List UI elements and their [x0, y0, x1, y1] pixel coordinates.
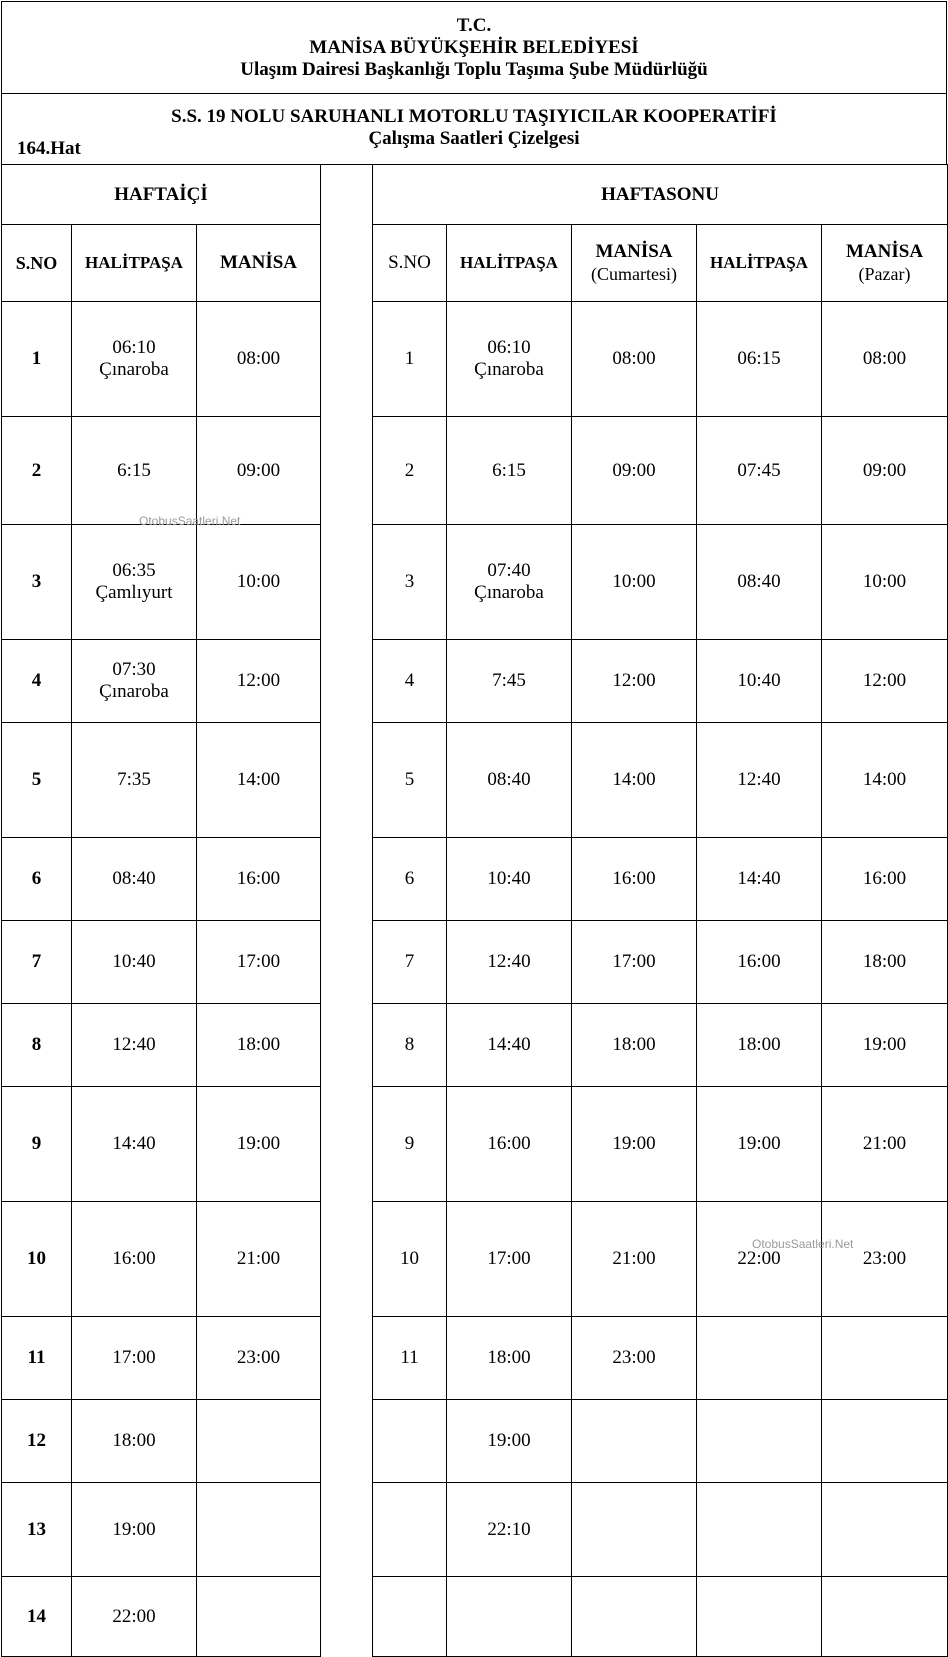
weekend-halitpasa-sat-time: 08:40: [487, 769, 531, 790]
weekend-halitpasa-sat: [447, 1317, 572, 1400]
weekend-sno: [373, 1400, 447, 1483]
table-row: [373, 302, 948, 417]
weekend-halitpasa-sat-time: 12:40: [487, 951, 531, 972]
table-row: [373, 640, 948, 723]
weekday-manisa: [197, 1577, 321, 1657]
weekend-halitpasa-sat: [447, 1483, 572, 1577]
weekend-sno: 11: [373, 1317, 447, 1400]
weekday-halitpasa-time: 08:40: [112, 868, 156, 889]
weekday-halitpasa: [72, 640, 197, 723]
weekend-halitpasa-sun: [697, 1317, 822, 1400]
weekend-manisa-sun: [822, 1577, 948, 1657]
weekday-manisa: 19:00: [197, 1087, 321, 1202]
weekend-manisa-sat: 14:00: [572, 723, 697, 838]
weekend-sno: 4: [373, 640, 447, 723]
weekend-col-manisa-sun-label: MANİSA: [846, 241, 924, 262]
weekend-manisa-sat: 09:00: [572, 417, 697, 525]
weekend-col-manisa-sat: [572, 225, 697, 302]
weekend-halitpasa-sun: 07:45: [697, 417, 822, 525]
weekday-halitpasa-time: 14:40: [112, 1133, 156, 1154]
weekend-manisa-sun: 18:00: [822, 921, 948, 1004]
weekend-halitpasa-sat: [447, 723, 572, 838]
table-row: [373, 1202, 948, 1317]
weekend-manisa-sun: 14:00: [822, 723, 948, 838]
table-row: [373, 838, 948, 921]
weekday-halitpasa-time: 7:35: [117, 769, 151, 790]
weekend-halitpasa-sun: 12:40: [697, 723, 822, 838]
weekday-halitpasa-stop: Çamlıyurt: [95, 582, 173, 603]
weekend-manisa-sat: 16:00: [572, 838, 697, 921]
weekday-col-sno: S.NO: [2, 225, 72, 302]
weekday-sno: 11: [2, 1317, 72, 1400]
weekend-manisa-sun: 10:00: [822, 525, 948, 640]
weekend-halitpasa-sat: [447, 1004, 572, 1087]
table-row: [2, 1400, 321, 1483]
weekday-halitpasa-time: 19:00: [112, 1518, 156, 1540]
table-row: [373, 723, 948, 838]
table-row: [2, 1483, 321, 1577]
table-row: [373, 1400, 948, 1483]
weekday-sno: 2: [2, 417, 72, 525]
weekday-halitpasa: [72, 1202, 197, 1317]
weekend-halitpasa-sun: [697, 1483, 822, 1577]
table-row: [373, 1004, 948, 1087]
weekday-manisa: [197, 1400, 321, 1483]
weekday-manisa: 14:00: [197, 723, 321, 838]
weekday-manisa: 21:00: [197, 1202, 321, 1317]
weekday-manisa: 12:00: [197, 640, 321, 723]
weekend-col-halitpasa-sat: HALİTPAŞA: [447, 225, 572, 302]
table-row: [2, 640, 321, 723]
weekend-sno: 7: [373, 921, 447, 1004]
weekend-halitpasa-sat: [447, 1577, 572, 1657]
weekend-halitpasa-sun: 14:40: [697, 838, 822, 921]
weekday-halitpasa: [72, 302, 197, 417]
weekend-manisa-sun: [822, 1483, 948, 1577]
weekday-sno: 4: [2, 640, 72, 723]
weekend-manisa-sat: 10:00: [572, 525, 697, 640]
weekday-halitpasa: [72, 1317, 197, 1400]
weekday-sno: 1: [2, 302, 72, 417]
weekend-manisa-sun: 21:00: [822, 1087, 948, 1202]
weekday-halitpasa-time: 22:00: [112, 1605, 156, 1627]
table-row: [2, 1004, 321, 1087]
weekend-halitpasa-sat-time: 14:40: [487, 1034, 531, 1055]
table-row: [373, 1317, 948, 1400]
weekend-halitpasa-sat: [447, 417, 572, 525]
table-row: [2, 302, 321, 417]
weekday-halitpasa: [72, 417, 197, 525]
weekend-halitpasa-sat-time: 16:00: [487, 1133, 531, 1154]
weekday-halitpasa-time: 06:35: [112, 560, 156, 581]
table-row: [2, 1317, 321, 1400]
weekday-halitpasa-stop: Çınaroba: [99, 359, 169, 380]
weekend-halitpasa-sat-time: 18:00: [487, 1347, 531, 1368]
weekend-halitpasa-sat-time: 19:00: [487, 1430, 531, 1451]
weekday-sno: 8: [2, 1004, 72, 1087]
cooperative-name: S.S. 19 NOLU SARUHANLI MOTORLU TAŞIYICILAR KOOPERATİFİ: [171, 106, 777, 127]
weekend-sno: 3: [373, 525, 447, 640]
table-row: [373, 1483, 948, 1577]
weekday-halitpasa: [72, 921, 197, 1004]
table-row: [2, 1087, 321, 1202]
weekend-halitpasa-sat: [447, 838, 572, 921]
weekday-halitpasa-time: 16:00: [112, 1248, 156, 1269]
weekend-manisa-sun: 23:00: [822, 1202, 948, 1317]
table-row: [2, 723, 321, 838]
weekday-sno: 9: [2, 1087, 72, 1202]
weekday-halitpasa: [72, 525, 197, 640]
weekend-manisa-sun: 09:00: [822, 417, 948, 525]
watermark-left: OtobusSaatleri.Net: [139, 514, 241, 528]
weekday-halitpasa: [72, 1577, 197, 1657]
weekday-col-manisa: MANİSA: [197, 225, 321, 302]
weekend-col-manisa-sat-label: MANİSA: [595, 241, 673, 262]
weekend-halitpasa-sat-time: 7:45: [492, 670, 526, 691]
weekday-title: HAFTAİÇİ: [2, 165, 321, 225]
weekday-halitpasa-time: 17:00: [112, 1347, 156, 1368]
weekday-halitpasa-time: 10:40: [112, 951, 156, 972]
table-row: [2, 1577, 321, 1657]
weekday-sno: 5: [2, 723, 72, 838]
table-row: [2, 417, 321, 525]
watermark-right: OtobusSaatleri.Net: [752, 1237, 854, 1251]
weekday-manisa: 23:00: [197, 1317, 321, 1400]
weekend-halitpasa-sat-time: 6:15: [492, 459, 526, 481]
weekend-halitpasa-sun: [697, 1400, 822, 1483]
weekend-halitpasa-sat: [447, 1202, 572, 1317]
table-row: [373, 921, 948, 1004]
weekday-halitpasa: [72, 838, 197, 921]
weekend-manisa-sat: 12:00: [572, 640, 697, 723]
weekend-halitpasa-sat-time: 10:40: [487, 868, 531, 889]
weekday-manisa: 09:00: [197, 417, 321, 525]
weekend-sno: [373, 1483, 447, 1577]
weekend-sno: [373, 1577, 447, 1657]
header-cooperative-box: [1, 93, 947, 165]
weekday-manisa: 10:00: [197, 525, 321, 640]
weekend-halitpasa-sun: 06:15: [697, 302, 822, 417]
weekday-halitpasa-time: 18:00: [112, 1430, 156, 1451]
weekend-schedule-table: [372, 164, 948, 1657]
weekend-manisa-sat: 23:00: [572, 1317, 697, 1400]
weekend-halitpasa-sat: [447, 1087, 572, 1202]
weekend-manisa-sun: 12:00: [822, 640, 948, 723]
header-department: Ulaşım Dairesi Başkanlığı Toplu Taşıma Şube Müdürlüğü: [240, 59, 708, 80]
table-row: [2, 921, 321, 1004]
weekday-halitpasa: [72, 1483, 197, 1577]
weekend-halitpasa-sat-time: 07:40: [487, 560, 531, 581]
schedule-subtitle: Çalışma Saatleri Çizelgesi: [368, 128, 580, 149]
weekday-manisa: 18:00: [197, 1004, 321, 1087]
weekend-halitpasa-sat-stop: Çınaroba: [474, 582, 544, 603]
weekend-halitpasa-sat: [447, 1400, 572, 1483]
weekend-manisa-sat: 19:00: [572, 1087, 697, 1202]
weekend-halitpasa-sun: 10:40: [697, 640, 822, 723]
weekday-manisa: 17:00: [197, 921, 321, 1004]
header-authority-box: [1, 1, 947, 94]
weekend-sno: 8: [373, 1004, 447, 1087]
weekday-col-halitpasa: HALİTPAŞA: [72, 225, 197, 302]
weekday-halitpasa-time: 06:10: [112, 337, 156, 358]
weekend-manisa-sat: 08:00: [572, 302, 697, 417]
weekend-sno: 1: [373, 302, 447, 417]
weekend-halitpasa-sun: 19:00: [697, 1087, 822, 1202]
weekend-halitpasa-sat: [447, 302, 572, 417]
weekend-halitpasa-sat-time: 17:00: [487, 1248, 531, 1269]
table-row: [373, 1577, 948, 1657]
weekend-sno: 6: [373, 838, 447, 921]
weekend-manisa-sat: [572, 1400, 697, 1483]
weekday-schedule-table: [1, 164, 321, 1657]
weekday-sno: 13: [2, 1483, 72, 1577]
weekday-halitpasa-time: 6:15: [117, 459, 151, 481]
weekend-manisa-sat: 18:00: [572, 1004, 697, 1087]
weekend-halitpasa-sun: 08:40: [697, 525, 822, 640]
weekend-col-manisa-sat-sub: (Cumartesi): [591, 264, 677, 284]
weekday-sno: 6: [2, 838, 72, 921]
table-row: [2, 838, 321, 921]
weekend-sno: 2: [373, 417, 447, 525]
table-row: [373, 1087, 948, 1202]
weekend-halitpasa-sat-time: 22:10: [487, 1518, 531, 1540]
weekend-title: HAFTASONU: [373, 165, 948, 225]
weekend-col-manisa-sun-sub: (Pazar): [858, 264, 911, 284]
table-row: [373, 417, 948, 525]
weekday-halitpasa-time: 12:40: [112, 1034, 156, 1055]
weekend-manisa-sun: [822, 1400, 948, 1483]
weekday-manisa: 08:00: [197, 302, 321, 417]
header-municipality: MANİSA BÜYÜKŞEHİR BELEDİYESİ: [309, 37, 639, 58]
weekend-halitpasa-sun: 18:00: [697, 1004, 822, 1087]
table-row: [373, 525, 948, 640]
weekday-halitpasa: [72, 1004, 197, 1087]
weekend-manisa-sun: 16:00: [822, 838, 948, 921]
weekend-halitpasa-sun: 16:00: [697, 921, 822, 1004]
weekday-manisa: 16:00: [197, 838, 321, 921]
table-row: [2, 525, 321, 640]
weekend-halitpasa-sat: [447, 921, 572, 1004]
weekday-halitpasa: [72, 1400, 197, 1483]
weekend-halitpasa-sun: [697, 1577, 822, 1657]
weekend-col-manisa-sun: [822, 225, 948, 302]
weekend-halitpasa-sat: [447, 640, 572, 723]
weekend-halitpasa-sat-time: 06:10: [487, 337, 531, 358]
weekday-sno: 12: [2, 1400, 72, 1483]
weekend-sno: 10: [373, 1202, 447, 1317]
weekend-sno: 5: [373, 723, 447, 838]
weekend-halitpasa-sat: [447, 525, 572, 640]
weekday-sno: 14: [2, 1577, 72, 1657]
header-line-tc: T.C.: [456, 15, 492, 36]
weekday-sno: 7: [2, 921, 72, 1004]
weekend-manisa-sun: 08:00: [822, 302, 948, 417]
table-row: [2, 1202, 321, 1317]
weekend-manisa-sat: 17:00: [572, 921, 697, 1004]
weekend-manisa-sat: [572, 1577, 697, 1657]
weekend-halitpasa-sun: 22:00: [697, 1202, 822, 1317]
weekend-col-halitpasa-sun: HALİTPAŞA: [697, 225, 822, 302]
weekday-sno: 3: [2, 525, 72, 640]
weekend-manisa-sat: [572, 1483, 697, 1577]
weekday-halitpasa: [72, 1087, 197, 1202]
weekend-halitpasa-sat-stop: Çınaroba: [474, 359, 544, 380]
weekend-manisa-sun: [822, 1317, 948, 1400]
weekday-sno: 10: [2, 1202, 72, 1317]
weekend-manisa-sat: 21:00: [572, 1202, 697, 1317]
weekday-halitpasa-stop: Çınaroba: [99, 681, 169, 702]
weekend-col-sno: S.NO: [373, 225, 447, 302]
line-code: 164.Hat: [17, 138, 81, 159]
weekend-manisa-sun: 19:00: [822, 1004, 948, 1087]
weekend-sno: 9: [373, 1087, 447, 1202]
weekday-manisa: [197, 1483, 321, 1577]
weekday-halitpasa-time: 07:30: [112, 659, 156, 680]
weekday-halitpasa: [72, 723, 197, 838]
